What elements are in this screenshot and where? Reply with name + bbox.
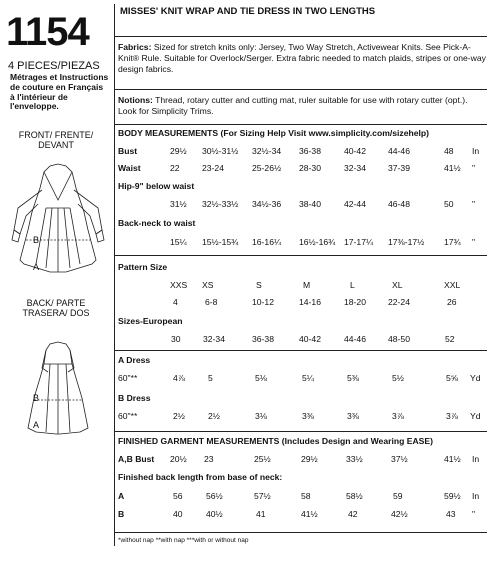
row-label: Bust [118,146,138,156]
row-label: A,B Bust [118,454,155,464]
table-cell: 56½ [206,491,223,501]
size-name: S [256,280,262,290]
table-cell: 5½ [392,373,404,383]
back-neck-label: Back-neck to waist [118,218,196,228]
table-cell: 3⅜ [347,411,359,421]
divider-body [114,255,487,256]
row-label: A [118,491,125,501]
hip-label: Hip-9" below waist [118,181,195,191]
table-cell: 44-46 [344,334,366,344]
size-number: 18-20 [344,297,366,307]
divider-fabrics [114,89,487,90]
table-cell: 46-48 [388,199,410,209]
b-dress-row [118,411,486,424]
divider-title [114,36,487,37]
front-label: FRONT/ FRENTE/ DEVANT [18,130,94,151]
column-divider [114,4,115,546]
table-cell: 29½ [170,146,187,156]
table-cell: 25½ [254,454,271,464]
table-cell: 16-16¼ [252,237,282,247]
table-cell: 15¼ [170,237,187,247]
divider-notions [114,124,487,125]
body-measurements-heading: BODY MEASUREMENTS (For Sizing Help Visit www.simplicity.com/sizehelp) [118,128,430,138]
table-cell: 33½ [346,454,363,464]
table-cell: 41½ [301,509,318,519]
notions-text: Thread, rotary cutter and cutting mat, ruler suitable for use with rotary cutter (opt.). Look for Simplicity Trims. [118,95,468,117]
table-cell: 28-30 [299,163,321,173]
finished-measurements-heading: FINISHED GARMENT MEASUREMENTS (Includes Design and Wearing EASE) [118,436,433,446]
waist-row [118,163,486,176]
front-dress-illustration [6,160,110,280]
size-name: L [350,280,355,290]
size-number: 6-8 [205,297,218,307]
pattern-number: 1154 [6,10,89,54]
table-cell: 3⅞ [392,411,404,421]
table-cell: 43 [446,509,456,519]
fabrics-paragraph [118,42,486,76]
back-length-heading: Finished back length from base of neck: [118,472,283,482]
unit-label: " [472,199,476,209]
table-cell: 36-38 [299,146,321,156]
row-label: B [118,509,125,519]
table-cell: 59 [393,491,403,501]
finished-a-row [118,491,486,504]
pieces-count: 4 PIECES/PIEZAS [8,60,100,72]
unit-label: In [472,454,480,464]
table-cell: 2½ [208,411,220,421]
table-cell: 23-24 [202,163,224,173]
table-cell: 32½-34 [252,146,282,156]
table-cell: 32½-33½ [202,199,239,209]
a-dress-heading: A Dress [118,355,151,365]
front-b-length-marker: B [33,235,40,245]
table-cell: 42½ [391,509,408,519]
table-cell: 58 [301,491,311,501]
table-cell: 29½ [301,454,318,464]
size-number: 26 [447,297,457,307]
hip-row [118,199,486,212]
table-cell: 40 [173,509,183,519]
unit-label: Yd [470,373,481,383]
table-cell: 50 [444,199,454,209]
divider-footnote [114,532,487,533]
table-cell: 41½ [444,163,461,173]
table-cell: 3⅜ [302,411,314,421]
back-neck-row [118,237,486,250]
table-cell: 34½-36 [252,199,282,209]
table-cell: 5⅝ [446,373,458,383]
fabrics-heading: Fabrics: [118,42,152,52]
back-a-length-marker: A [33,420,40,430]
table-cell: 3⅞ [446,411,458,421]
back-b-length-marker: B [33,393,40,403]
size-number: 22-24 [388,297,410,307]
unit-label: Yd [470,411,481,421]
table-cell: 2½ [173,411,185,421]
table-cell: 15½-15¾ [202,237,239,247]
table-cell: 57½ [254,491,271,501]
table-cell: 56 [173,491,183,501]
sizes-european-row [118,334,486,347]
table-cell: 17¾ [444,237,461,247]
table-cell: 5⅛ [255,373,267,383]
table-cell: 40½ [206,509,223,519]
table-cell: 40-42 [344,146,366,156]
size-name: XL [392,280,403,290]
table-cell: 41 [256,509,266,519]
size-name: M [303,280,311,290]
table-cell: 20½ [170,454,187,464]
table-cell: 5¼ [302,373,314,383]
size-name: XXL [444,280,461,290]
size-number: 10-12 [252,297,274,307]
table-cell: 5 [208,373,213,383]
table-cell: 59½ [444,491,461,501]
size-name: XS [202,280,214,290]
table-cell: 37-39 [388,163,410,173]
unit-label: " [472,509,476,519]
b-dress-heading: B Dress [118,393,151,403]
fabric-width: 60"** [118,373,138,383]
french-note: Métrages et Instructions de couture en Français à l'intérieur de l'enveloppe. [10,72,109,112]
table-cell: 30½-31½ [202,146,239,156]
bust-row [118,146,486,159]
back-dress-illustration [6,338,110,438]
table-cell: 17⅜-17½ [388,237,425,247]
fabric-width: 60"** [118,411,138,421]
table-cell: 4⅞ [173,373,185,383]
pattern-size-heading: Pattern Size [118,262,168,272]
size-number: 4 [173,297,178,307]
finished-b-row [118,509,486,522]
table-cell: 32-34 [203,334,225,344]
sizes-european-heading: Sizes-European [118,316,183,326]
table-cell: 31½ [170,199,187,209]
table-cell: 5⅜ [347,373,359,383]
table-cell: 41½ [444,454,461,464]
table-cell: 32-34 [344,163,366,173]
table-cell: 3⅛ [255,411,267,421]
table-cell: 58½ [346,491,363,501]
table-cell: 48 [444,146,454,156]
table-cell: 37½ [391,454,408,464]
table-cell: 48-50 [388,334,410,344]
ab-bust-row [118,454,486,467]
a-dress-row [118,373,486,386]
row-label: Waist [118,163,141,173]
footnote: *without nap **with nap ***with or without nap [118,537,249,544]
front-a-length-marker: A [33,262,40,272]
unit-label: " [472,163,476,173]
table-cell: 25-26½ [252,163,282,173]
unit-label: In [472,491,480,501]
notions-heading: Notions: [118,95,153,105]
table-cell: 52 [445,334,455,344]
divider-yardage [114,431,487,432]
divider-european [114,350,487,351]
table-cell: 40-42 [299,334,321,344]
size-names-row [118,280,486,293]
size-numbers-row [118,297,486,310]
size-name: XXS [170,280,188,290]
back-label: BACK/ PARTE TRASERA/ DOS [22,298,90,319]
table-cell: 23 [204,454,214,464]
fabrics-text: Sized for stretch knits only: Jersey, Two Way Stretch, Activewear Knits. See Pick-A-Knit® Rule. Suitable for Overlock/Serger. Extra fabric needed to match plaids, stripes or one-way design fabrics. [118,42,486,75]
table-cell: 38-40 [299,199,321,209]
unit-label: In [472,146,480,156]
table-cell: 22 [170,163,180,173]
table-cell: 44-46 [388,146,410,156]
size-number: 14-16 [299,297,321,307]
table-cell: 42-44 [344,199,366,209]
unit-label: " [472,237,476,247]
table-cell: 16½-16¾ [299,237,336,247]
table-cell: 30 [171,334,181,344]
table-cell: 17-17¼ [344,237,374,247]
notions-paragraph [118,95,486,117]
table-cell: 36-38 [252,334,274,344]
pattern-title: MISSES' KNIT WRAP AND TIE DRESS IN TWO LENGTHS [120,6,376,17]
table-cell: 42 [348,509,358,519]
